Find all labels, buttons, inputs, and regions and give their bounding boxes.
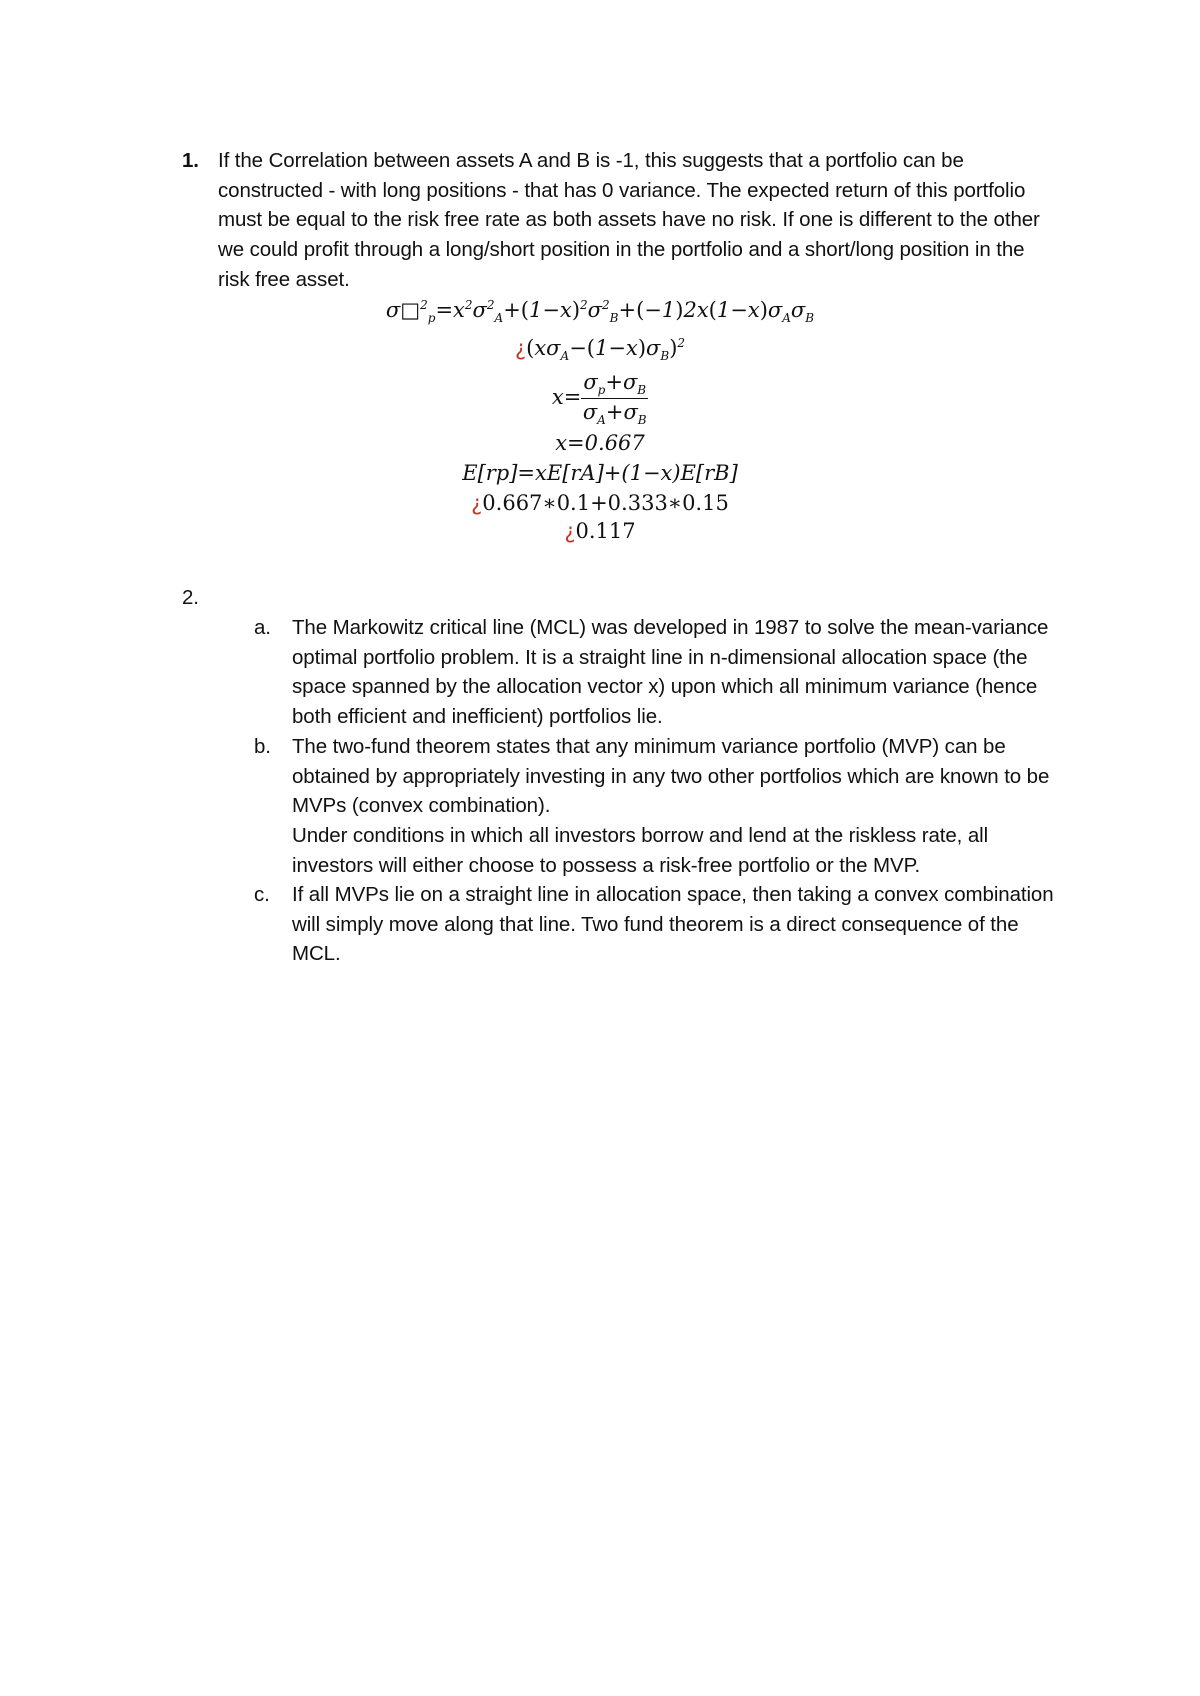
item-text xyxy=(292,732,1067,881)
equation-variance-square: ¿$(x\sigma_A-(1-x)\sigma_B)^2$ xyxy=(514,336,686,364)
equation-expected-return: E[rp]=xE[rA]+(1−x)E[rB] xyxy=(462,461,738,485)
item-letter: b. xyxy=(254,735,271,758)
equation-result: ¿0.117 xyxy=(564,519,636,543)
question-2-number: 2. xyxy=(182,586,199,609)
item-text: The Markowitz critical line (MCL) was developed in 1987 to solve the mean-variance optimal portfolio problem. It is a straight line in n-dimensional allocation space (the space spanned by the allocation vector x) upon which all minimum variance (hence both efficient and inefficient) portfolios lie. xyxy=(292,616,1049,729)
question-1-text: If the Correlation between assets A and B is -1, this suggests that a portfolio can be constructed - with long positions - that has 0 variance. The expected return of this portfolio must be equal to the risk free rate as both assets have no risk. If one is different to the other we could profit through a long/short position in the portfolio and a short/long position in the risk free asset. xyxy=(218,149,1040,291)
item-letter: c. xyxy=(254,883,270,906)
item-text: If all MVPs lie on a straight line in allocation space, then taking a convex combination will simply move along that line. Two fund theorem is a direct consequence of the MCL. xyxy=(292,883,1054,966)
equation-x-fraction: x= $\frac{\sigma_p+\sigma_B}{\sigma_A+\sigma_B}$ xyxy=(551,370,647,428)
item-letter: a. xyxy=(254,616,271,639)
question-1-number: 1. xyxy=(182,149,199,172)
equation-x-value: x=0.667 xyxy=(555,431,645,455)
item-text-paragraph-2: Under conditions in which all investors borrow and lend at the riskless rate, all investors will either choose to possess a risk-free portfolio or the MVP. xyxy=(292,824,989,877)
item-text-paragraph: The two-fund theorem states that any minimum variance portfolio (MVP) can be obtained by appropriately investing in any two other portfolios which are known to be MVPs (convex combination). xyxy=(292,735,1050,818)
equation-numeric: ¿0.667∗0.1+0.333∗0.15 xyxy=(471,491,729,515)
equation-variance: $\sigma□^2_p=x^2\sigma^2_A+(1-x)^2\sigma^2_B+(-1)2x(1-x)\sigma_A\sigma_B$ xyxy=(385,298,815,326)
